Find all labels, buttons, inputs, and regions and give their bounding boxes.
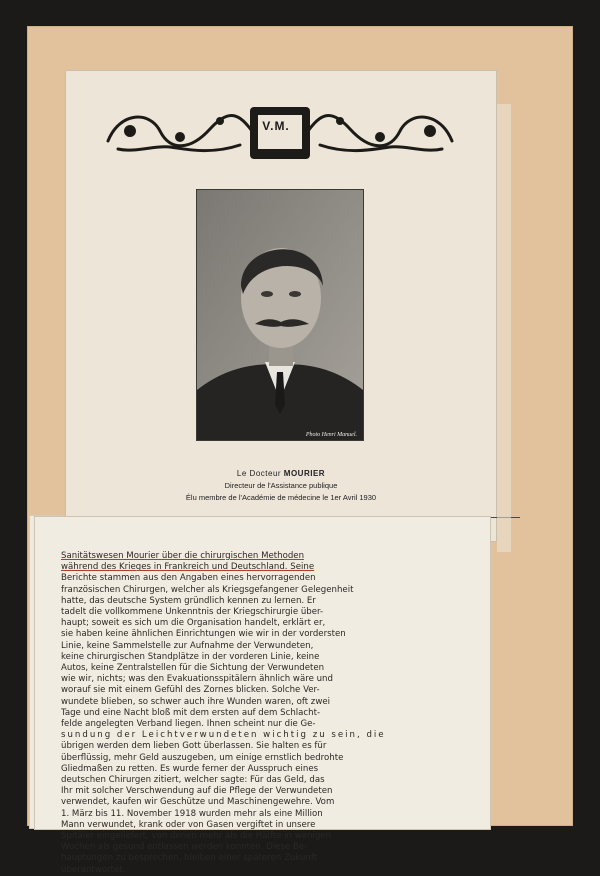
article-line: Gliedmaßen zu retten. Es wurde ferner der Ausspruch eines <box>61 763 319 774</box>
article-line: deutschen Chirurgen zitiert, welcher sagte: Für das Geld, das <box>61 775 325 786</box>
article-line: Sanitätswesen Mourier über die chirurgischen Methoden <box>61 551 305 561</box>
tape-strip <box>497 104 511 552</box>
article-line: Spitäler eingeliefert, von denen mehr als die Hälfte in wenigen <box>61 831 332 842</box>
portrait-image <box>197 190 363 440</box>
article-line: keine chirurgischen Standplätze in der vorderen Linie, keine <box>61 651 320 662</box>
caption-election: Élu membre de l'Académie de médecine le 1er Avril 1930 <box>185 493 377 502</box>
article-line: überflüssig, mehr Geld auszugeben, um einige ernstlich bedrohte <box>61 752 344 763</box>
article-line: wundete blieben, so schwer auch ihre Wunden waren, oft zwei <box>61 696 331 707</box>
portrait-caption <box>146 469 416 502</box>
portrait-photograph <box>196 189 364 441</box>
article-line: Wochen als gesund entlassen werden konnten. Diese Be- <box>61 842 308 853</box>
article-line: französischen Chirurgen, welcher als Kriegsgefangener Gelegenheit <box>61 584 354 595</box>
article-line: überantwortet. <box>61 864 126 875</box>
ornament-monogram: V.M. <box>262 119 290 133</box>
newspaper-clipping-article <box>34 516 491 875</box>
article-line: hauptungen zu besprechen, bleiben einer späteren Zukunft <box>61 853 318 864</box>
article-line: Berichte stammen aus den Angaben eines hervorragenden <box>61 573 316 584</box>
article-line: Linie, keine Sammelstelle zur Aufnahme der Verwundeten, <box>61 640 314 651</box>
article-line: haupt; soweit es sich um die Organisation handelt, erklärt er, <box>61 618 326 629</box>
article-line: worauf sie mit einem Gefühl des Zornes blicken. Solche Ver- <box>61 685 320 696</box>
article-text <box>61 551 485 876</box>
article-line: sundung der Leichtverwundeten wichtig zu sein, die <box>61 730 386 741</box>
caption-title: Directeur de l'Assistance publique <box>224 481 338 490</box>
newspaper-clipping-portrait <box>65 70 497 542</box>
decorative-ornament-banner <box>100 101 460 165</box>
caption-prefix: Le Docteur <box>236 469 282 478</box>
article-line: Autos, keine Zentralstellen für die Sichtung der Verwundeten <box>61 663 325 674</box>
caption-name-line <box>146 469 416 478</box>
article-line: verwendet, kaufen wir Geschütze und Maschinengewehre. Vom <box>61 797 335 808</box>
article-line: felde angelegten Verband liegen. Ihnen scheint nur die Ge- <box>61 719 316 730</box>
article-line: 1. März bis 11. November 1918 wurden mehr als eine Million <box>61 808 323 819</box>
article-line: tadelt die vollkommene Unkenntnis der Kriegschirurgie über- <box>61 607 324 618</box>
article-line: während des Krieges in Frankreich und Deutschland. Seine <box>61 562 315 573</box>
article-line: übrigen werden dem lieben Gott überlassen. Sie halten es für <box>61 741 327 752</box>
article-line: Tage und eine Nacht bloß mit dem ersten auf dem Schlacht- <box>61 707 321 718</box>
article-line: wie wir, nichts; was den Evakuationsspitälern ähnlich wäre und <box>61 674 333 685</box>
caption-name: MOURIER <box>283 469 326 478</box>
photo-credit: Photo Henri Manuel. <box>305 432 357 438</box>
article-line: Mann verwundet, krank oder von Gasen vergiftet in unsere <box>61 819 316 830</box>
article-line: sie haben keine ähnlichen Einrichtungen wie wir in der vordersten <box>61 629 346 640</box>
article-line: Ihr mit solcher Verschwendung auf die Pflege der Verwundeten <box>61 786 333 797</box>
article-line: hatte, das deutsche System gründlich kennen zu lernen. Er <box>61 595 316 606</box>
